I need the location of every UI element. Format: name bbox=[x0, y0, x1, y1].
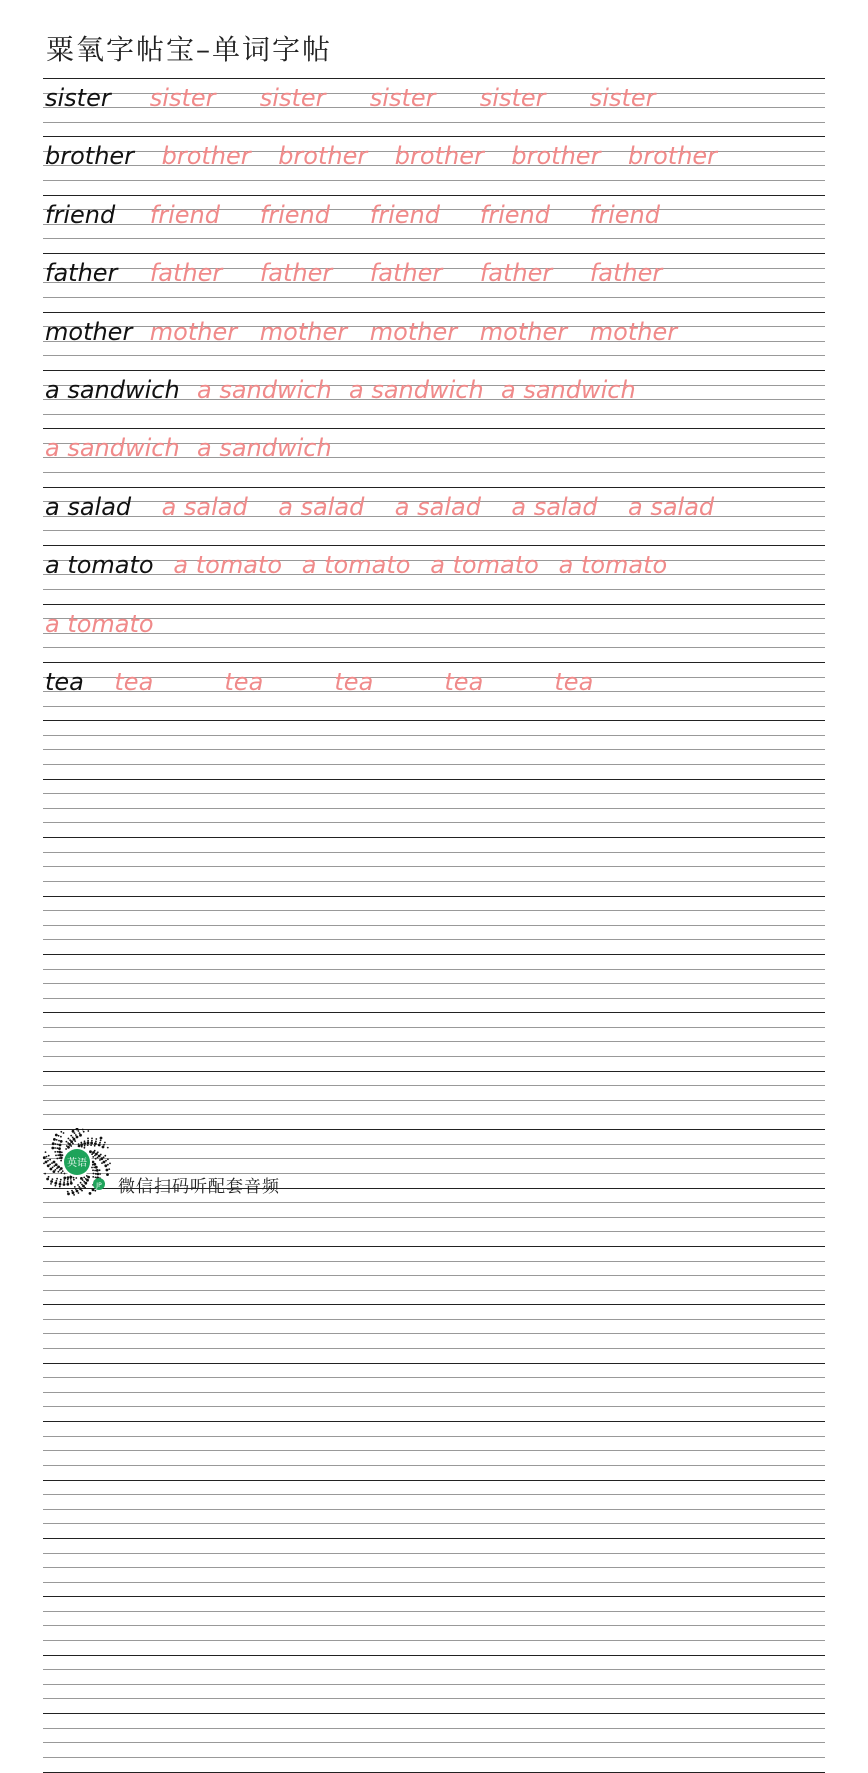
row-top-line bbox=[43, 195, 825, 196]
trace-word: brother bbox=[278, 142, 368, 171]
trace-word: a sandwich bbox=[197, 434, 332, 463]
row-guide-line bbox=[43, 1450, 825, 1451]
trace-word: friend bbox=[479, 200, 550, 229]
trace-word: father bbox=[369, 259, 443, 288]
row-top-line bbox=[43, 136, 825, 137]
trace-word: tea bbox=[114, 668, 154, 696]
row-guide-line bbox=[43, 1261, 825, 1262]
row-guide-line bbox=[43, 1494, 825, 1495]
model-word: mother bbox=[45, 317, 133, 346]
model-word: friend bbox=[45, 200, 116, 229]
trace-word: a tomato bbox=[558, 551, 668, 580]
row-guide-line bbox=[43, 808, 825, 809]
trace-word: a salad bbox=[394, 492, 481, 521]
trace-word: tea bbox=[224, 668, 264, 696]
trace-word: a salad bbox=[511, 492, 598, 521]
row-guide-line bbox=[43, 1377, 825, 1378]
row-guide-line bbox=[43, 297, 825, 298]
row-top-line bbox=[43, 1012, 825, 1013]
row-top-line bbox=[43, 1129, 825, 1130]
practice-sheet bbox=[43, 0, 825, 1227]
trace-word: a sandwich bbox=[45, 434, 180, 463]
trace-word: a salad bbox=[278, 492, 365, 521]
trace-word: friend bbox=[369, 200, 440, 229]
row-guide-line bbox=[43, 822, 825, 823]
row-guide-line bbox=[43, 1406, 825, 1407]
row-guide-line bbox=[43, 355, 825, 356]
row-guide-line bbox=[43, 677, 825, 678]
model-word: sister bbox=[45, 84, 111, 112]
row-guide-line bbox=[43, 1698, 825, 1699]
row-guide-line bbox=[43, 1669, 825, 1670]
row-top-line bbox=[43, 837, 825, 838]
row-guide-line bbox=[43, 925, 825, 926]
row-guide-line bbox=[43, 180, 825, 181]
trace-word: tea bbox=[334, 668, 374, 696]
row-top-line bbox=[43, 779, 825, 780]
trace-word: sister bbox=[479, 84, 546, 112]
row-guide-line bbox=[43, 1217, 825, 1218]
row-guide-line bbox=[43, 530, 825, 531]
row-guide-line bbox=[43, 589, 825, 590]
model-word: a salad bbox=[45, 492, 132, 521]
row-guide-line bbox=[43, 691, 825, 692]
row-guide-line bbox=[43, 1056, 825, 1057]
row-guide-line bbox=[43, 1100, 825, 1101]
row-guide-line bbox=[43, 647, 825, 648]
qr-code-icon bbox=[42, 1128, 112, 1198]
row-guide-line bbox=[43, 1684, 825, 1685]
row-guide-line bbox=[43, 1348, 825, 1349]
row-top-line bbox=[43, 720, 825, 721]
row-guide-line bbox=[43, 1392, 825, 1393]
trace-word: a tomato bbox=[173, 551, 282, 580]
row-guide-line bbox=[43, 866, 825, 867]
row-guide-line bbox=[43, 1158, 825, 1159]
trace-word: father bbox=[259, 259, 333, 288]
trace-word: sister bbox=[589, 84, 656, 112]
row-guide-line bbox=[43, 983, 825, 984]
trace-word: tea bbox=[444, 668, 484, 696]
row-guide-line bbox=[43, 735, 825, 736]
row-top-line bbox=[43, 78, 825, 79]
row-guide-line bbox=[43, 238, 825, 239]
page-title: 粟氧字帖宝–单词字帖 bbox=[46, 33, 333, 66]
row-guide-line bbox=[43, 1290, 825, 1291]
row-guide-line bbox=[43, 1742, 825, 1743]
trace-word: friend bbox=[259, 200, 330, 229]
row-top-line bbox=[43, 487, 825, 488]
row-guide-line bbox=[43, 1275, 825, 1276]
trace-word: brother bbox=[394, 142, 484, 171]
footer-caption: 微信扫码听配套音频 bbox=[118, 1177, 280, 1197]
trace-word: mother bbox=[479, 317, 568, 346]
row-guide-line bbox=[43, 1582, 825, 1583]
row-guide-line bbox=[43, 1625, 825, 1626]
row-top-line bbox=[43, 428, 825, 429]
row-top-line bbox=[43, 662, 825, 663]
trace-word: mother bbox=[589, 317, 678, 346]
row-guide-line bbox=[43, 1333, 825, 1334]
row-top-line bbox=[43, 1596, 825, 1597]
trace-word: sister bbox=[149, 84, 216, 112]
row-guide-line bbox=[43, 706, 825, 707]
model-word: a tomato bbox=[45, 551, 154, 580]
trace-word: a sandwich bbox=[349, 376, 484, 404]
row-top-line bbox=[43, 1363, 825, 1364]
row-guide-line bbox=[43, 1114, 825, 1115]
trace-word: father bbox=[479, 259, 553, 288]
row-guide-line bbox=[43, 939, 825, 940]
trace-word: brother bbox=[511, 142, 601, 171]
model-word: a sandwich bbox=[45, 376, 180, 404]
row-top-line bbox=[43, 604, 825, 605]
row-guide-line bbox=[43, 969, 825, 970]
row-top-line bbox=[43, 1071, 825, 1072]
trace-word: friend bbox=[589, 200, 660, 229]
trace-word: father bbox=[149, 259, 223, 288]
row-top-line bbox=[43, 312, 825, 313]
trace-word: friend bbox=[149, 200, 220, 229]
row-top-line bbox=[43, 253, 825, 254]
row-top-line bbox=[43, 954, 825, 955]
row-guide-line bbox=[43, 1144, 825, 1145]
trace-word: mother bbox=[369, 317, 458, 346]
trace-word: father bbox=[589, 259, 663, 288]
row-guide-line bbox=[43, 414, 825, 415]
trace-word: brother bbox=[161, 142, 251, 171]
row-guide-line bbox=[43, 618, 825, 619]
trace-word: a tomato bbox=[45, 609, 154, 638]
row-guide-line bbox=[43, 852, 825, 853]
row-guide-line bbox=[43, 1757, 825, 1758]
row-guide-line bbox=[43, 1041, 825, 1042]
row-guide-line bbox=[43, 764, 825, 765]
row-guide-line bbox=[43, 1509, 825, 1510]
row-top-line bbox=[43, 1421, 825, 1422]
row-guide-line bbox=[43, 881, 825, 882]
row-guide-line bbox=[43, 1202, 825, 1203]
row-guide-line bbox=[43, 633, 825, 634]
row-guide-line bbox=[43, 749, 825, 750]
trace-word: brother bbox=[628, 142, 718, 171]
row-guide-line bbox=[43, 1231, 825, 1232]
qr-corner-text: JP bbox=[96, 1182, 102, 1189]
trace-word: a tomato bbox=[430, 551, 539, 580]
row-top-line bbox=[43, 545, 825, 546]
trace-word: a tomato bbox=[301, 551, 411, 580]
row-guide-line bbox=[43, 1465, 825, 1466]
sheet-bottom-line bbox=[43, 1772, 825, 1773]
row-top-line bbox=[43, 1480, 825, 1481]
row-top-line bbox=[43, 1655, 825, 1656]
trace-word: a salad bbox=[161, 492, 248, 521]
row-guide-line bbox=[43, 1728, 825, 1729]
trace-word: a salad bbox=[628, 492, 715, 521]
row-guide-line bbox=[43, 1027, 825, 1028]
row-guide-line bbox=[43, 998, 825, 999]
row-guide-line bbox=[43, 1319, 825, 1320]
row-guide-line bbox=[43, 910, 825, 911]
trace-word: tea bbox=[554, 668, 594, 696]
row-top-line bbox=[43, 1713, 825, 1714]
row-guide-line bbox=[43, 122, 825, 123]
row-guide-line bbox=[43, 1523, 825, 1524]
trace-word: sister bbox=[259, 84, 326, 112]
row-guide-line bbox=[43, 1436, 825, 1437]
row-top-line bbox=[43, 1246, 825, 1247]
row-guide-line bbox=[43, 1611, 825, 1612]
trace-word: mother bbox=[259, 317, 348, 346]
qr-badge-text: 英语 bbox=[67, 1158, 87, 1169]
row-top-line bbox=[43, 1538, 825, 1539]
row-top-line bbox=[43, 370, 825, 371]
row-top-line bbox=[43, 896, 825, 897]
model-word: tea bbox=[45, 668, 84, 696]
row-guide-line bbox=[43, 1085, 825, 1086]
model-word: brother bbox=[45, 142, 135, 171]
row-guide-line bbox=[43, 1640, 825, 1641]
row-guide-line bbox=[43, 1553, 825, 1554]
row-guide-line bbox=[43, 793, 825, 794]
trace-word: a sandwich bbox=[197, 376, 332, 404]
row-guide-line bbox=[43, 472, 825, 473]
model-word: father bbox=[45, 259, 118, 288]
row-guide-line bbox=[43, 1567, 825, 1568]
trace-word: sister bbox=[369, 84, 436, 112]
row-top-line bbox=[43, 1304, 825, 1305]
trace-word: a sandwich bbox=[501, 376, 636, 404]
trace-word: mother bbox=[149, 317, 238, 346]
